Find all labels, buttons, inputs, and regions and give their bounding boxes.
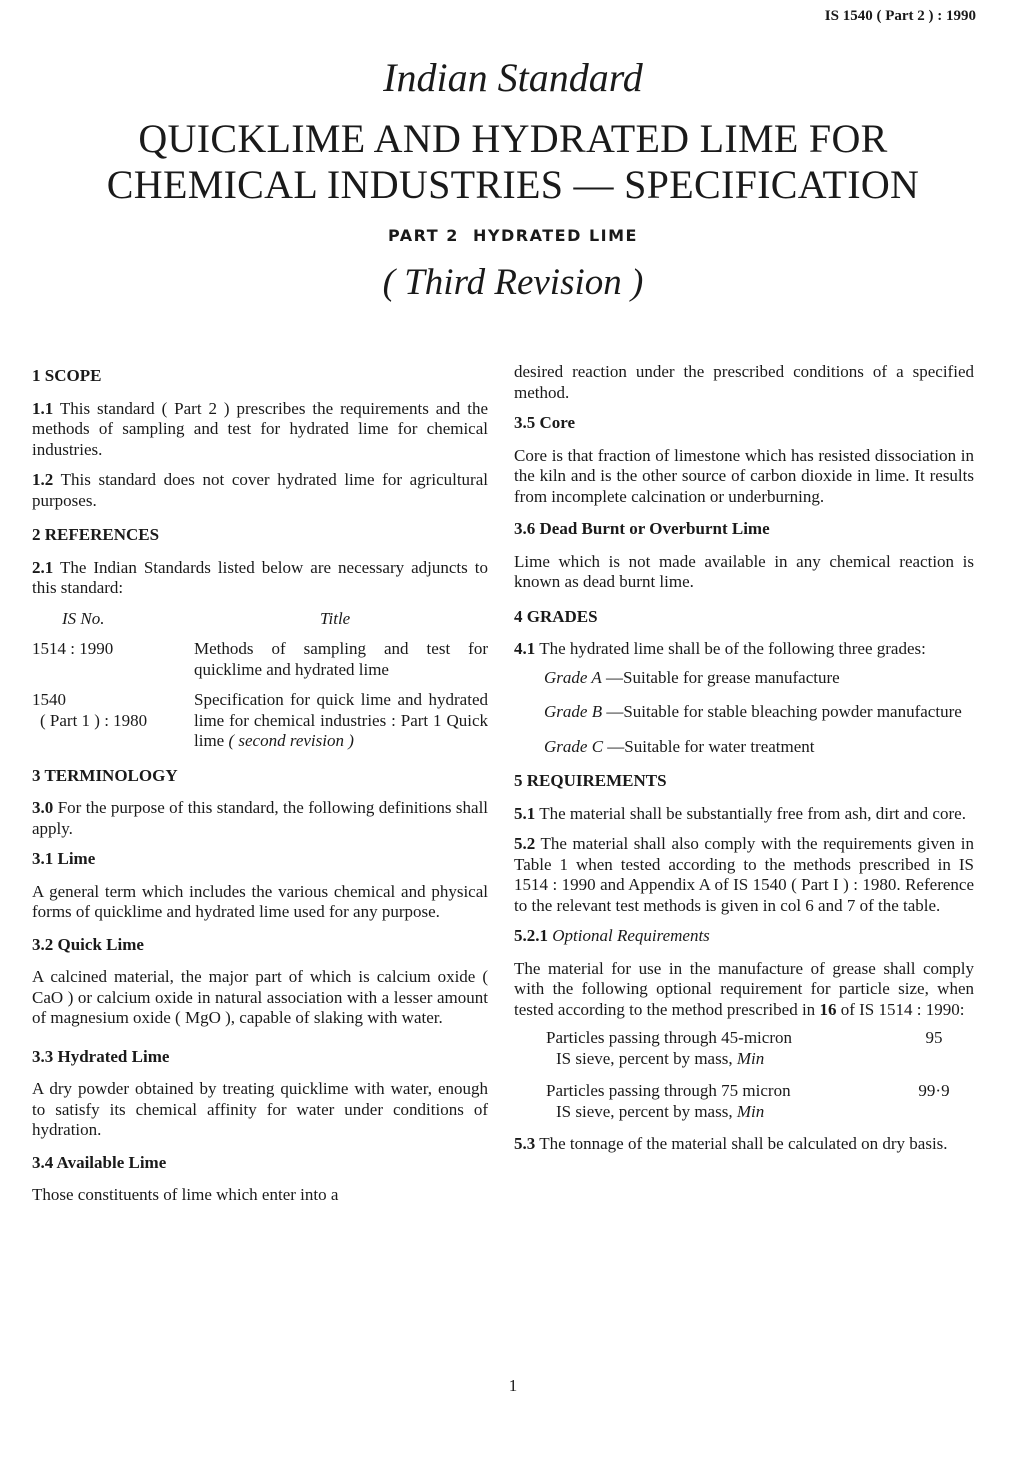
- optional-requirements-list: [546, 1028, 974, 1122]
- column-header-is-no: IS No.: [62, 608, 105, 628]
- clause-1-1: [32, 399, 488, 461]
- clause-3-5-heading: 3.5 Core: [514, 413, 576, 432]
- left-column: [32, 366, 488, 1206]
- reference-number: [32, 690, 194, 752]
- reference-title-revision: ( second revision ): [228, 731, 354, 750]
- grade-item: [544, 668, 974, 689]
- clause-5-2-1-heading: [514, 926, 974, 947]
- requirement-description: [546, 1081, 894, 1122]
- clause-3-6-text: Lime which is not made available in any chemical reaction is known as dead burnt lime.: [514, 551, 974, 591]
- requirement-value: 99·9: [918, 1081, 950, 1100]
- right-column: [514, 362, 974, 1155]
- clause-text: The hydrated lime shall be of the following three grades:: [539, 639, 926, 658]
- requirement-line-2-text: IS sieve, percent by mass,: [556, 1101, 733, 1121]
- requirement-description: [546, 1028, 894, 1069]
- grade-description: Suitable for water treatment: [624, 736, 815, 756]
- clause-3-4-heading: 3.4 Available Lime: [32, 1152, 167, 1172]
- title-line-2: CHEMICAL INDUSTRIES — SPECIFICATION: [106, 162, 920, 207]
- requirement-line-2: [546, 1049, 894, 1070]
- requirement-min-label: Min: [736, 1048, 765, 1068]
- grades-list: [544, 668, 974, 758]
- clause-2-1: [32, 558, 488, 599]
- clause-5-1: [514, 804, 974, 825]
- grade-description: Suitable for grease manufacture: [623, 667, 840, 687]
- clause-3-4-text: Those constituents of lime which enter into a: [32, 1185, 339, 1204]
- references-table-header: [32, 609, 488, 630]
- grade-name: Grade A: [544, 667, 602, 687]
- clause-5-2: [514, 834, 974, 916]
- clause-text: For the purpose of this standard, the following definitions shall apply.: [32, 798, 489, 838]
- reference-title: [194, 690, 488, 752]
- grade-item: [544, 737, 974, 758]
- clause-3-4-continued: desired reaction under the prescribed conditions of a specified method.: [514, 362, 974, 402]
- clause-number: 2.1: [32, 557, 54, 577]
- clause-text: The tonnage of the material shall be calculated on dry basis.: [539, 1134, 948, 1153]
- section-2-heading: 2 REFERENCES: [32, 525, 160, 544]
- clause-title: Optional Requirements: [552, 926, 710, 945]
- clause-3-0: [32, 798, 488, 839]
- clause-3-1-text: A general term which includes the various chemical and physical forms of quicklime and hydrated lime used for any purpose.: [32, 881, 488, 921]
- requirement-line-2-text: IS sieve, percent by mass,: [556, 1048, 733, 1068]
- clause-number: 5.2: [514, 834, 536, 853]
- title-line-1: QUICKLIME AND HYDRATED LIME FOR: [138, 116, 888, 161]
- requirement-line-1: Particles passing through 45-micron: [546, 1028, 792, 1047]
- requirement-value: 95: [925, 1028, 943, 1047]
- requirement-min-label: Min: [736, 1101, 765, 1121]
- page-number: 1: [508, 1376, 518, 1395]
- clause-3-2-text: A calcined material, the major part of which is calcium oxide ( CaO ) or calcium oxide in natural association with a lesser amount of magnesium oxide ( MgO ), capable of slaking with water.: [32, 967, 488, 1027]
- optional-requirement-item: [546, 1028, 974, 1069]
- reference-title-text: Specification for quick lime and hydrated lime for chemical industries : Part 1 Quick lime: [194, 690, 488, 750]
- clause-3-2-heading: 3.2 Quick Lime: [32, 934, 144, 954]
- clause-5-2-1-text: [514, 959, 974, 1021]
- document-header: [0, 54, 1026, 305]
- grade-label: Grade B —: [544, 702, 624, 721]
- grade-item: [544, 702, 974, 723]
- section-4-heading: 4 GRADES: [514, 606, 598, 626]
- column-header-title: Title: [320, 608, 351, 628]
- requirement-line-2: [546, 1102, 894, 1123]
- section-3-heading: 3 TERMINOLOGY: [32, 765, 178, 785]
- clause-reference: 16: [819, 999, 837, 1019]
- part-label: PART 2 HYDRATED LIME: [388, 226, 638, 245]
- clause-number: 1.1: [32, 398, 54, 418]
- grade-label: Grade C —: [544, 736, 625, 756]
- clause-text: The material shall be substantially free from ash, dirt and core.: [539, 803, 966, 823]
- clause-number: 1.2: [32, 470, 54, 489]
- clause-number: 5.2.1: [514, 926, 548, 945]
- clause-text: The material shall also comply with the requirements given in Table 1 when tested according to the methods prescribed in IS 1514 : 1990 and Appendix A of IS 1540 ( Part I ) : 1980. Reference to the relevant test methods is given in col 6 and 7 of the table.: [514, 834, 974, 915]
- clause-text: The material for use in the manufacture of grease shall comply with the following optional requirement for particle size, when tested according to the method prescribed in: [514, 958, 974, 1019]
- clause-number: 5.1: [514, 803, 536, 823]
- clause-3-1-heading: 3.1 Lime: [32, 849, 96, 868]
- clause-3-3-heading: 3.3 Hydrated Lime: [32, 1046, 170, 1066]
- clause-text: This standard does not cover hydrated lime for agricultural purposes.: [32, 470, 488, 510]
- indian-standard-label: Indian Standard: [383, 55, 643, 100]
- clause-number: 4.1: [514, 639, 536, 658]
- grade-name: Grade B: [544, 702, 603, 721]
- standard-number: IS 1540 ( Part 2 ) : 1990: [824, 8, 976, 24]
- reference-number-line-2: ( Part 1 ) : 1980: [40, 710, 148, 730]
- clause-3-5-text: Core is that fraction of limestone which has resisted dissociation in the kiln and is the other source of carbon dioxide in lime. It results from incomplete calcination or underburning.: [514, 445, 974, 506]
- clause-3-6-heading: 3.6 Dead Burnt or Overburnt Lime: [514, 519, 770, 538]
- reference-number: 1514 : 1990: [32, 639, 114, 658]
- reference-number-line-1: 1540: [32, 690, 66, 709]
- clause-4-1: [514, 639, 974, 660]
- requirement-line-1: Particles passing through 75 micron: [546, 1081, 791, 1100]
- clause-text: of IS 1514 : 1990:: [840, 999, 965, 1019]
- reference-row: [32, 690, 488, 752]
- clause-5-3: [514, 1134, 974, 1155]
- clause-3-3-text: A dry powder obtained by treating quicklime with water, enough to satisfy its chemical affinity for water under conditions of hydration.: [32, 1079, 488, 1139]
- reference-title: Methods of sampling and test for quicklime and hydrated lime: [194, 639, 488, 679]
- grade-name: Grade C: [544, 736, 604, 756]
- section-1-heading: 1 SCOPE: [32, 366, 102, 385]
- clause-text: This standard ( Part 2 ) prescribes the requirements and the methods of sampling and test for hydrated lime for chemical industries.: [32, 398, 488, 459]
- clause-text: The Indian Standards listed below are necessary adjuncts to this standard:: [32, 557, 488, 597]
- grade-label: Grade A —: [544, 667, 624, 687]
- clause-1-2: [32, 470, 488, 511]
- grade-description: Suitable for stable bleaching powder manufacture: [623, 702, 962, 721]
- optional-requirement-item: [546, 1081, 974, 1122]
- revision-label: ( Third Revision ): [382, 262, 644, 303]
- clause-number: 3.0: [32, 798, 54, 817]
- section-5-heading: 5 REQUIREMENTS: [514, 771, 667, 790]
- reference-row: [32, 639, 488, 680]
- document-title: [0, 116, 1026, 208]
- clause-number: 5.3: [514, 1134, 536, 1153]
